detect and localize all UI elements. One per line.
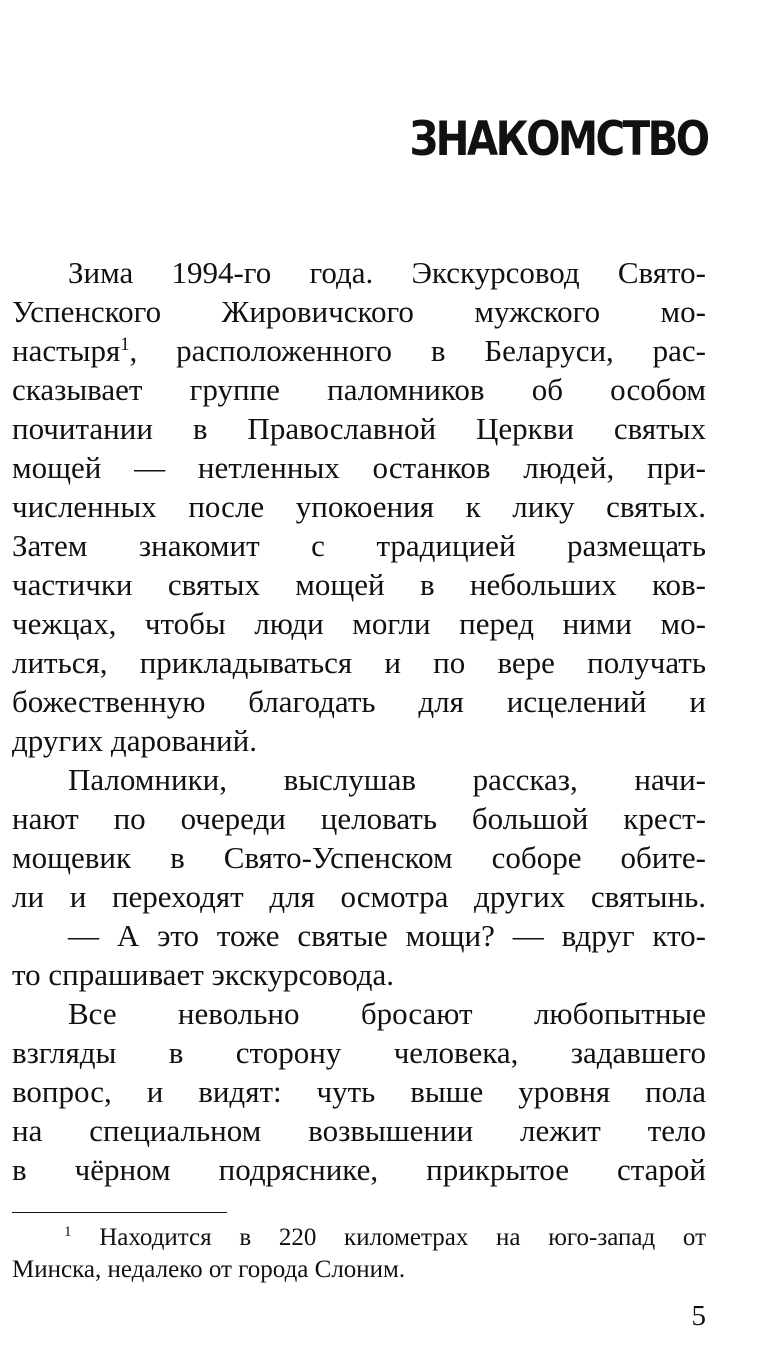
text-line: на специальном возвышении лежит тело [12,1113,706,1148]
chapter-title: ЗНАКОМСТВО [409,112,708,167]
text-line: других дарований. [12,723,257,758]
text-line: частички святых мощей в небольших ков- [12,567,706,602]
text-line [12,331,706,370]
footnote-divider [12,1212,227,1213]
text-line: в чёрном подряснике, прикрытое старой [12,1152,706,1187]
text-line: Паломники, выслушав рассказ, начи- [68,762,706,797]
footnote-text: Находится в 220 километрах на юго-запад от [99,1224,706,1251]
text-line: Все невольно бросают любопытные [68,996,706,1031]
footnote-reference: 1 [120,333,130,355]
text-line: — А это тоже святые мощи? — вдруг кто- [68,918,706,953]
text-line: божественную благодать для исцелений и [12,684,706,719]
footnote-line: Минска, недалеко от города Слоним. [12,1256,406,1283]
text-line: вопрос, и видят: чуть выше уровня пола [12,1074,706,1109]
text-line: мощевик в Свято-Успенском соборе обите- [12,840,706,875]
body-text [12,253,706,1189]
page-number: 5 [691,1300,706,1332]
text-line: чежцах, чтобы люди могли перед ними мо- [12,606,706,641]
text-line: нают по очереди целовать большой крест- [12,801,706,836]
text-line: литься, прикладываться и по вере получать [12,645,706,680]
text-line: Зима 1994-го года. Экскурсовод Свято- [68,255,706,290]
text-line-end: , расположенного в Беларуси, рас- [129,333,706,368]
text-line: численных после упокоения к лику святых. [12,489,706,524]
text-line: Успенского Жировичского мужского мо- [12,294,706,329]
text-line: сказывает группе паломников об особом [12,372,706,407]
footnote-line [12,1222,706,1254]
text-line: мощей — нетленных останков людей, при- [12,450,706,485]
footnote-marker: 1 [64,1224,72,1240]
text-line: взгляды в сторону человека, задавшего [12,1035,706,1070]
text-line: ли и переходят для осмотра других святынь. [12,879,706,914]
footnote [12,1222,706,1286]
text-line: Затем знакомит с традицией размещать [12,528,706,563]
text-line: почитании в Православной Церкви святых [12,411,706,446]
text-line-start: настыря [12,333,121,368]
text-line: то спрашивает экскурсовода. [12,957,395,992]
